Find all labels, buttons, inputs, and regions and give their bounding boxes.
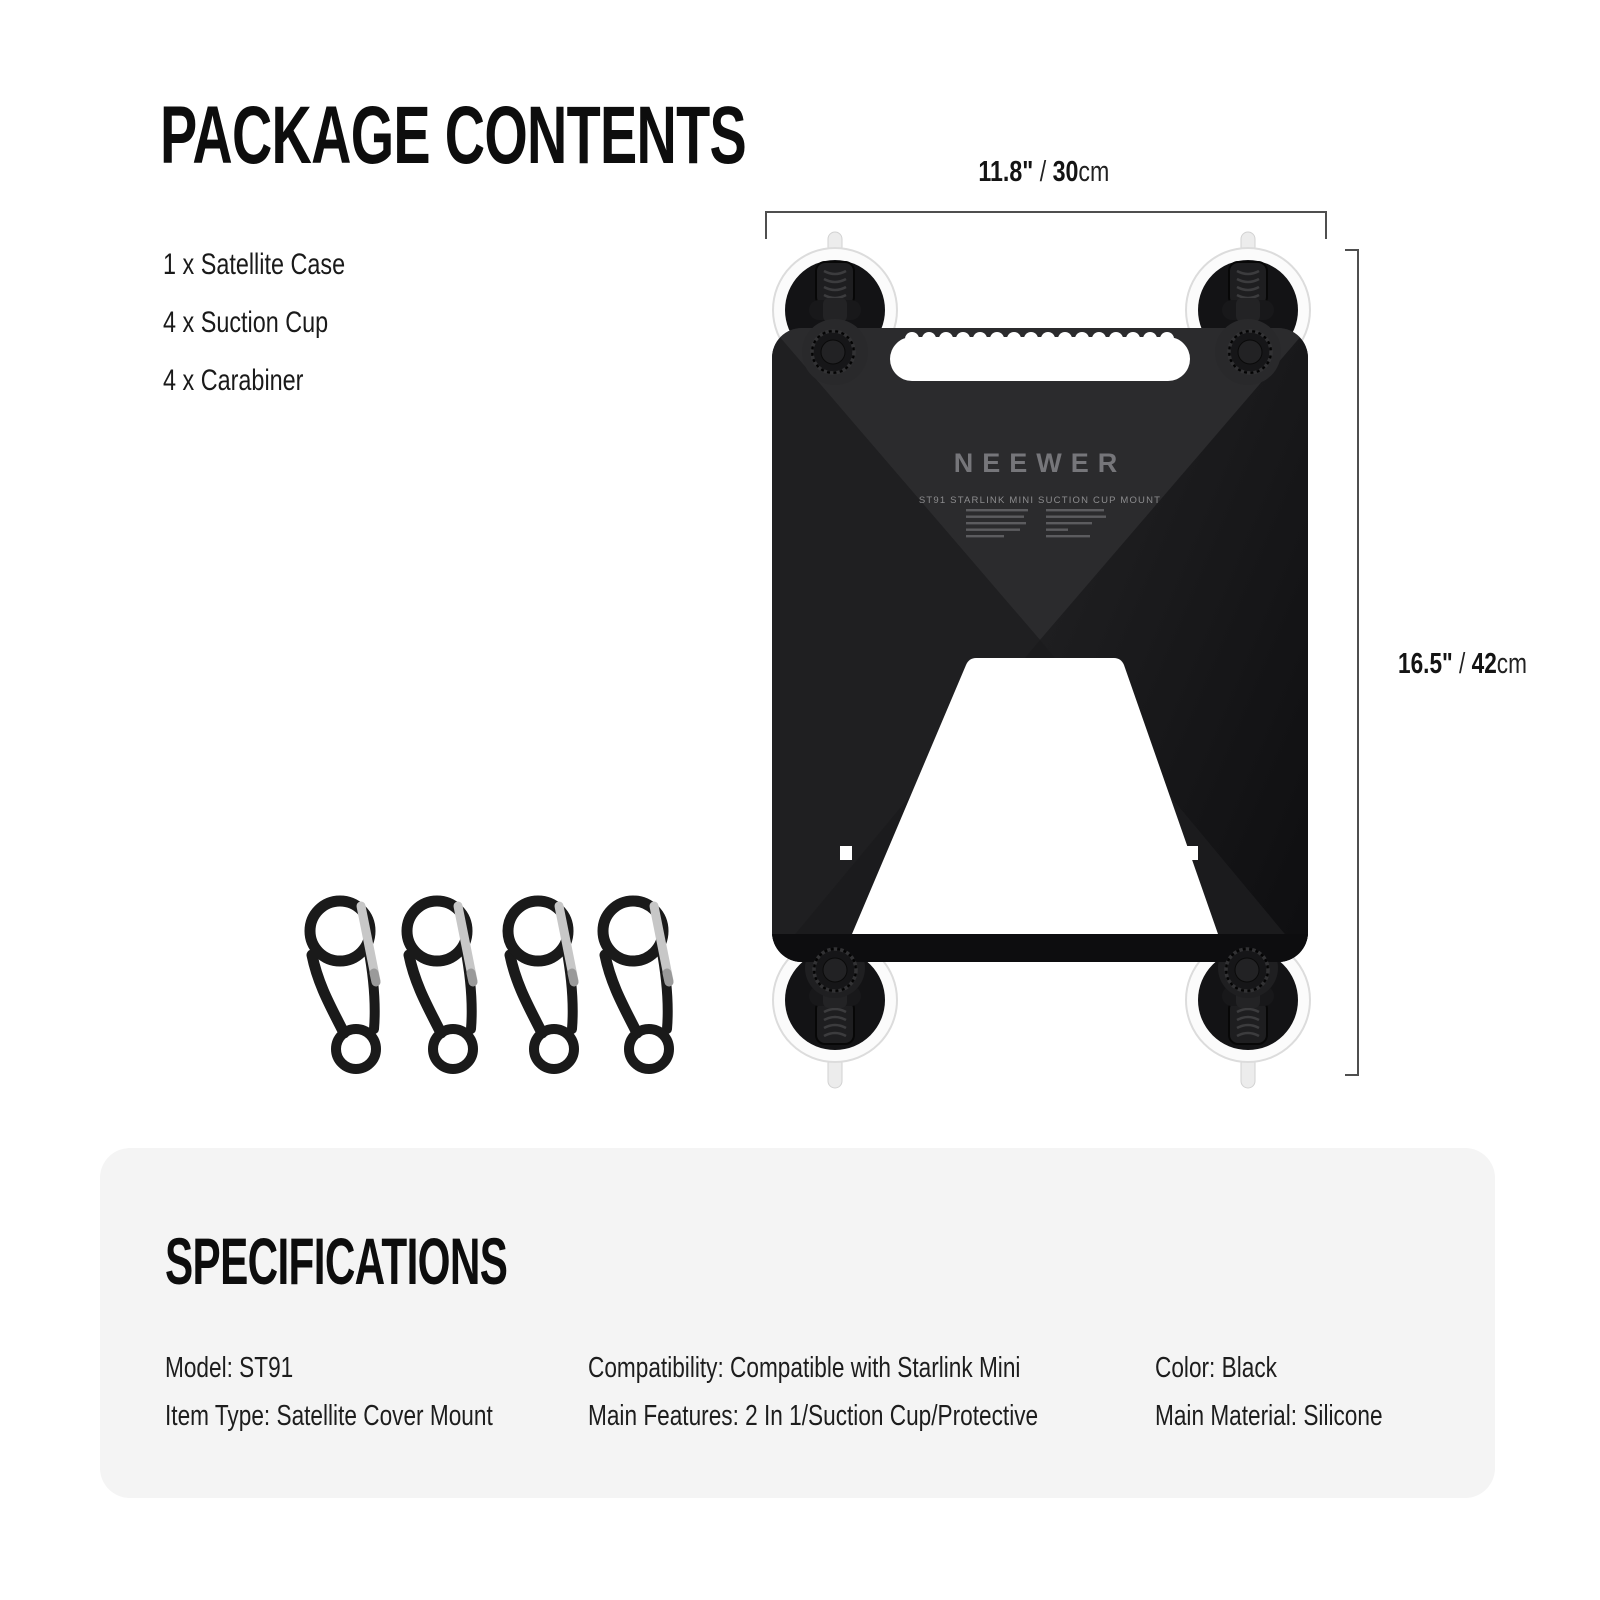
- brand-logo-text: NEEWER: [953, 448, 1127, 478]
- list-item: 1 x Satellite Case: [163, 248, 346, 281]
- locking-knob: [814, 949, 856, 991]
- specifications-panel: [100, 1148, 1495, 1498]
- dimension-separator: /: [1452, 648, 1472, 680]
- carry-handle-slot: [890, 332, 1190, 381]
- dimension-width-imperial: 11.8": [978, 156, 1034, 188]
- page-title-text: PACKAGE CONTENTS: [160, 90, 746, 181]
- dimension-width-label: [765, 156, 1323, 189]
- spec-compatibility: Compatibility: Compatible with Starlink Mini: [588, 1352, 1021, 1384]
- list-item: 4 x Suction Cup: [163, 306, 329, 339]
- dimension-height-metric: 42: [1471, 648, 1497, 680]
- locking-knob: [1229, 331, 1271, 373]
- dimension-height-imperial: 16.5": [1398, 648, 1453, 680]
- cutout-notch: [840, 846, 852, 860]
- locking-knob: [1226, 949, 1268, 991]
- spec-color: Color: Black: [1155, 1352, 1277, 1384]
- product-model-line: ST91 STARLINK MINI SUCTION CUP MOUNT: [918, 495, 1162, 506]
- carabiner: [407, 901, 473, 1069]
- spec-main-material: Main Material: Silicone: [1155, 1400, 1383, 1432]
- spec-main-features: Main Features: 2 In 1/Suction Cup/Protective: [588, 1400, 1039, 1432]
- dimension-height-unit: cm: [1496, 648, 1527, 680]
- cutout-notch: [1186, 846, 1198, 860]
- locking-knob: [812, 331, 854, 373]
- dimension-width-metric: 30: [1052, 156, 1079, 188]
- spec-item-type: Item Type: Satellite Cover Mount: [165, 1400, 493, 1432]
- carabiner: [508, 901, 574, 1069]
- satellite-case-illustration: [740, 210, 1360, 1110]
- dimension-height-label: [1398, 648, 1563, 681]
- carabiners-illustration: [285, 875, 705, 1087]
- specifications-title: SPECIFICATIONS: [165, 1224, 508, 1298]
- carabiner: [310, 901, 376, 1069]
- list-item: 4 x Carabiner: [163, 364, 304, 397]
- dimension-width-unit: cm: [1078, 156, 1110, 188]
- spec-model: Model: ST91: [165, 1352, 294, 1384]
- carabiner: [603, 901, 669, 1069]
- dimension-separator: /: [1033, 156, 1053, 188]
